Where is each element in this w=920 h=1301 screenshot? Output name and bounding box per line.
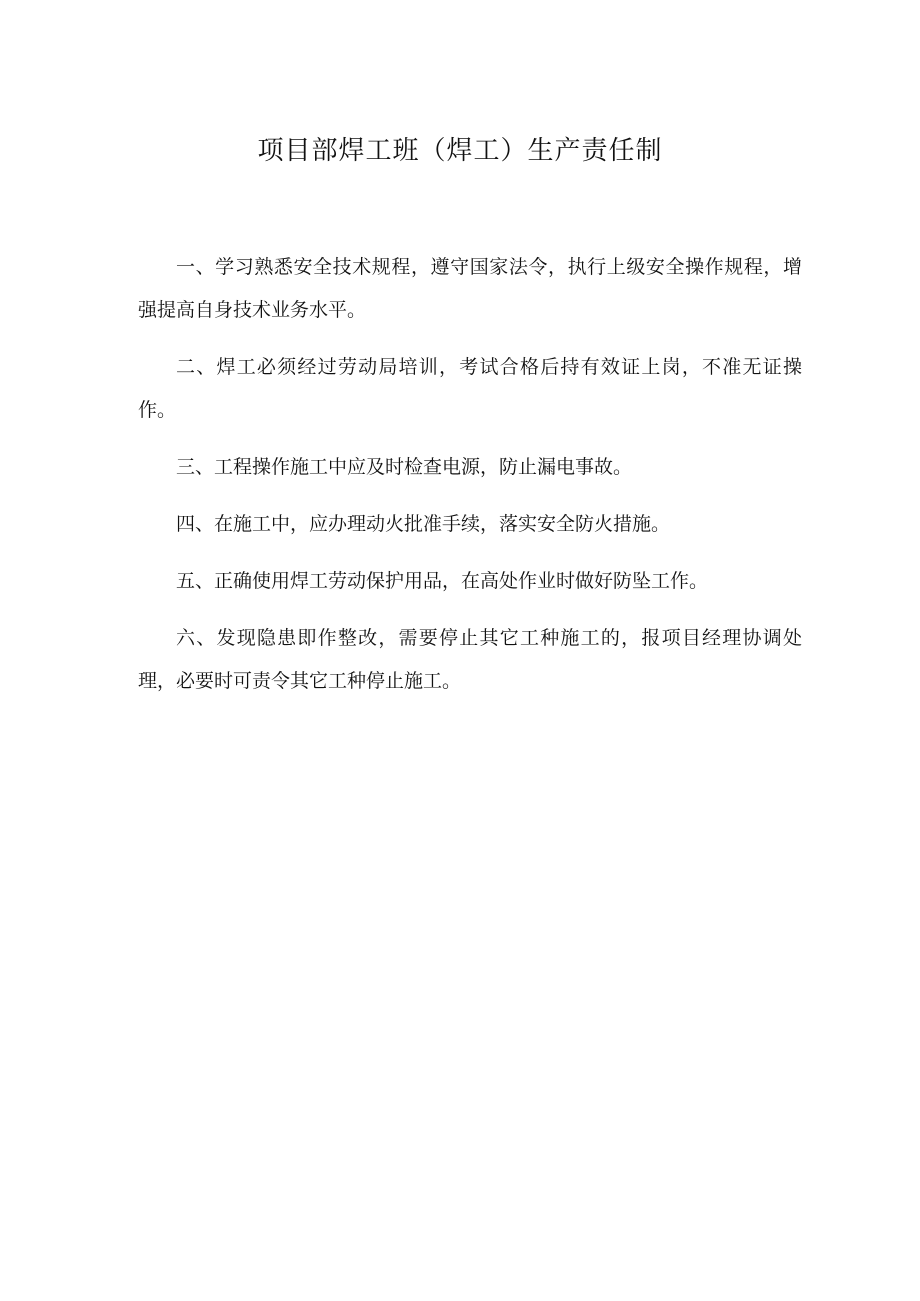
paragraph-5: 五、正确使用焊工劳动保护用品，在高处作业时做好防坠工作。 bbox=[176, 570, 709, 592]
document-body bbox=[138, 246, 802, 717]
paragraph-1: 一、学习熟悉安全技术规程，遵守国家法令，执行上级安全操作规程，增强提高自身技术业务水平。 bbox=[138, 256, 802, 321]
paragraph-3: 三、工程操作施工中应及时检查电源，防止漏电事故。 bbox=[176, 456, 633, 478]
paragraph-4: 四、在施工中，应办理动火批准手续，落实安全防火措施。 bbox=[176, 513, 671, 535]
paragraph-6: 六、发现隐患即作整改，需要停止其它工种施工的，报项目经理协调处理，必要时可责令其它工种停止施工。 bbox=[138, 627, 802, 692]
document-title: 项目部焊工班（焊工）生产责任制 bbox=[257, 136, 663, 166]
paragraph-2: 二、焊工必须经过劳动局培训，考试合格后持有效证上岗，不准无证操作。 bbox=[138, 356, 802, 421]
